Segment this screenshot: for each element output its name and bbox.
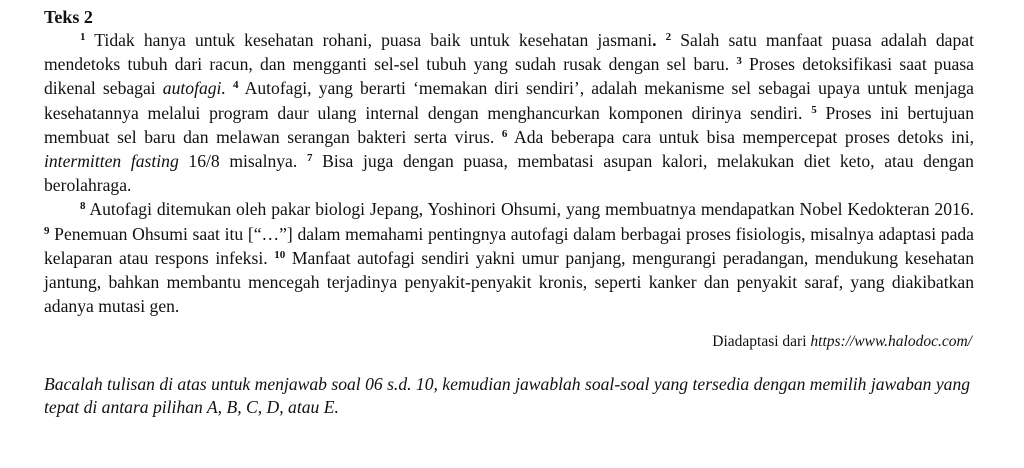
sentence-number: 1 (80, 31, 86, 43)
sentence-number: 10 (274, 248, 286, 261)
sentence-number: 7 (306, 152, 313, 165)
sentence-number: 5 (811, 103, 817, 116)
sentence-number: 9 (44, 224, 50, 237)
sentence-end: . (652, 30, 657, 50)
paragraph-2 (44, 197, 974, 318)
sentence-number: 4 (232, 79, 239, 92)
sentence-number: 2 (665, 31, 672, 43)
sentence-text: 16/8 misalnya. (178, 151, 307, 172)
sentence-text: Manfaat autofagi sendiri yakni umur panjang, mengurangi peradangan, mendukung kesehatan jantung, bahkan membantu mencegah terjadinya penyakit-penyakit kronis, seperti kanker dan penyakit saraf, yang diakibatkan adanya mutasi gen. (44, 247, 974, 317)
sentence-text: Salah satu manfaat puasa adalah dapat mendetoks tubuh dari racun, dan mengganti sel-sel tubuh yang sudah rusak dengan sel baru. (44, 30, 974, 75)
reading-passage (44, 6, 974, 419)
sentence-number: 8 (80, 200, 86, 213)
sentence-text: Proses ini bertujuan membuat sel baru dan melawan serangan bakteri serta virus. (44, 102, 974, 147)
sentence-text: Proses detoksifikasi saat puasa dikenal sebagai (44, 54, 974, 99)
italic-term: intermitten fasting (44, 151, 179, 172)
source-attribution (44, 332, 972, 352)
sentence-text: Autofagi, yang berarti ‘memakan diri sendiri’, adalah mekanisme sel sebagai upaya untuk menjaga kesehatannya melalui program daur ulang internal dengan menghancurkan komponen dirinya sendiri. (44, 78, 974, 123)
italic-term: autofagi. (162, 78, 226, 99)
sentence-text: Ada beberapa cara untuk bisa mempercepat proses detoks ini, (507, 126, 975, 147)
passage-title: Teks 2 (44, 7, 93, 27)
paragraph-1 (44, 28, 974, 197)
sentence-text: Autofagi ditemukan oleh pakar biologi Jepang, Yoshinori Ohsumi, yang membuatnya mendapatkan Nobel Kedokteran 2016. (85, 199, 974, 220)
sentence-text: Penemuan Ohsumi saat itu [“…”] dalam memahami pentingnya autofagi dalam berbagai proses fisiologis, misalnya adaptasi pada kelaparan atau respons infeksi. (44, 223, 974, 268)
sentence-number: 6 (501, 127, 508, 140)
instruction-text: Bacalah tulisan di atas untuk menjawab soal 06 s.d. 10, kemudian jawablah soal-soal yang tersedia dengan memilih jawaban yang tepat di antara pilihan A, B, C, D, atau E. (44, 374, 971, 418)
source-prefix: Diadaptasi dari (712, 333, 811, 351)
sentence-text: Bisa juga dengan puasa, membatasi asupan kalori, melakukan diet keto, atau dengan berolahraga. (44, 151, 974, 196)
sentence-number: 3 (736, 55, 742, 68)
source-url: https://www.halodoc.com/ (810, 333, 972, 351)
sentence-text: Tidak hanya untuk kesehatan rohani, puasa baik untuk kesehatan jasmani (85, 30, 653, 50)
